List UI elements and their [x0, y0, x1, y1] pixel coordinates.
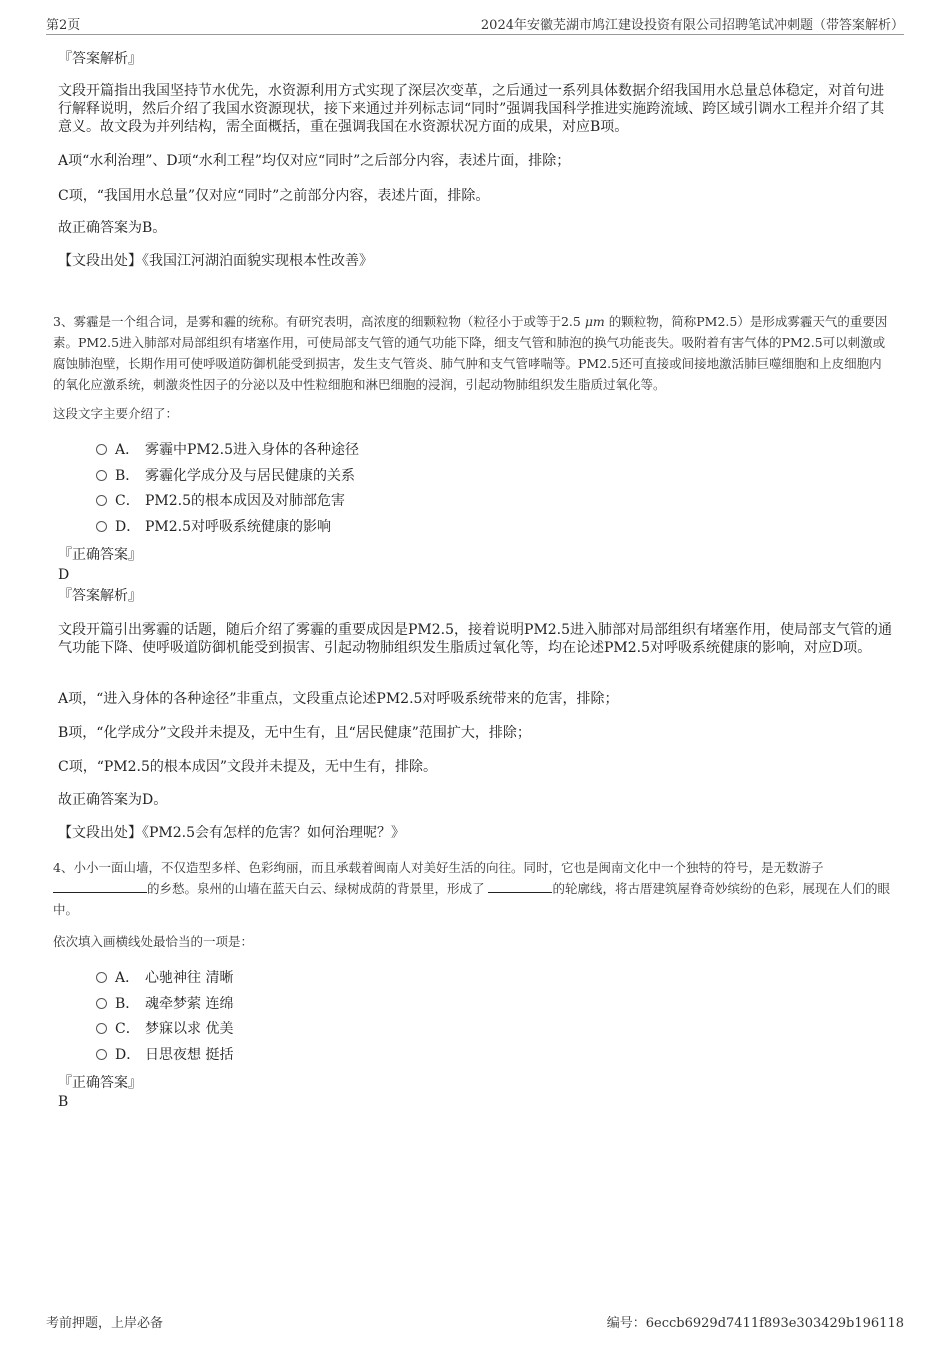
option-letter: D．	[115, 1047, 141, 1063]
q3-analysis-label: 『答案解析』	[58, 588, 142, 604]
option-text: PM2.5的根本成因及对肺部危害	[145, 493, 346, 509]
page-footer	[46, 1312, 904, 1332]
document-id: 编号：6eccb6929d7411f893e303429b196118	[606, 1316, 904, 1331]
footer-slogan: 考前押题，上岸必备	[46, 1316, 164, 1331]
radio-icon[interactable]	[96, 1049, 107, 1060]
q3-prompt: 这段文字主要介绍了：	[53, 406, 179, 421]
option-text: 梦寐以求 优美	[145, 1021, 234, 1037]
q3-option-c[interactable]	[96, 491, 345, 511]
q3-answer: D	[58, 567, 70, 583]
option-text: 雾霾化学成分及与居民健康的关系	[145, 468, 355, 484]
option-text: 日思夜想 挺括	[145, 1047, 234, 1063]
q2-analysis-label: 『答案解析』	[58, 51, 142, 67]
q3-option-a[interactable]	[96, 440, 359, 460]
q4-stem-part3: 的轮廓线，将古厝建筑屋脊奇妙缤纷的色彩，展现在人们的眼中。	[53, 881, 890, 917]
q4-option-c[interactable]	[96, 1019, 233, 1039]
option-letter: A．	[115, 970, 140, 986]
option-letter: B．	[115, 996, 140, 1012]
fill-blank-1	[53, 878, 147, 893]
q4-option-a[interactable]	[96, 968, 233, 988]
q4-option-d[interactable]	[96, 1045, 233, 1065]
micrometer-unit: μm	[584, 314, 605, 329]
option-letter: A．	[115, 442, 140, 458]
q4-stem-part2: 的乡愁。泉州的山墙在蓝天白云、绿树成荫的背景里，形成了	[147, 881, 489, 896]
q2-analysis-paragraph: 文段开篇指出我国坚持节水优先，水资源利用方式实现了深层次变革，之后通过一系列具体数据介绍我国用水总量总体稳定，对首句进行解释说明，然后介绍了我国水资源现状，接下来通过并列标志词“同时”强调我国科学推进实施跨流域、跨区域引调水工程并介绍了其意义。故文段为并列结构，需全面概括，重在强调我国在水资源状况方面的成果，对应B项。	[58, 83, 885, 135]
radio-icon[interactable]	[96, 495, 107, 506]
fill-blank-2	[488, 878, 552, 893]
q3-stem	[53, 311, 891, 395]
q3-option-d[interactable]	[96, 517, 331, 537]
q3-answer-label: 『正确答案』	[58, 547, 142, 563]
q4-stem-part1: 4、小小一面山墙，不仅造型多样、色彩绚丽，而且承载着闽南人对美好生活的向往。同时，它也是闽南文化中一个独特的符号，是无数游子	[53, 860, 824, 875]
q4-answer: B	[58, 1094, 69, 1110]
q4-stem	[53, 857, 891, 920]
page-number: 第2页	[46, 18, 81, 33]
option-letter: C．	[115, 493, 140, 509]
option-text: PM2.5对呼吸系统健康的影响	[145, 519, 332, 535]
radio-icon[interactable]	[96, 998, 107, 1009]
page-header	[46, 14, 904, 35]
q2-analysis-option-c: C项，“我国用水总量”仅对应“同时”之前部分内容，表述片面，排除。	[58, 188, 490, 204]
q3-source: 【文段出处】《PM2.5会有怎样的危害？如何治理呢？》	[58, 825, 406, 841]
q2-analysis-option-ad: A项“水利治理”、D项“水利工程”均仅对应“同时”之后部分内容，表述片面，排除；	[58, 153, 571, 169]
document-title: 2024年安徽芜湖市鸠江建设投资有限公司招聘笔试冲刺题（带答案解析）	[480, 18, 904, 33]
radio-icon[interactable]	[96, 521, 107, 532]
q3-stem-part1: 3、雾霾是一个组合词，是雾和霾的统称。有研究表明，高浓度的细颗粒物（粒径小于或等于2.5	[53, 314, 585, 329]
option-letter: B．	[115, 468, 140, 484]
option-text: 雾霾中PM2.5进入身体的各种途径	[145, 442, 360, 458]
q4-answer-label: 『正确答案』	[58, 1075, 142, 1091]
q3-analysis-option-a: A项，“进入身体的各种途径”非重点，文段重点论述PM2.5对呼吸系统带来的危害，排除；	[58, 691, 619, 707]
q3-analysis-option-c: C项，“PM2.5的根本成因”文段并未提及，无中生有，排除。	[58, 759, 438, 775]
q3-stem-part2: 的颗粒物，简称PM2.5）是形成雾霾天气的重要因素。PM2.5进入肺部对局部组织有堵塞作用，可使局部支气管的通气功能下降，细支气管和肺泡的换气功能丧失。吸附着有害气体的PM2.5可以刺激或腐蚀肺泡壁，长期作用可使呼吸道防御机能受到损害，发生支气管炎、肺气肿和支气管哮喘等。PM2.5还可直接或间接地激活肺巨噬细胞和上皮细胞内的氧化应激系统，刺激炎性因子的分泌以及中性粒细胞和淋巴细胞的浸润，引起动物肺组织发生脂质过氧化等。	[53, 314, 888, 392]
radio-icon[interactable]	[96, 972, 107, 983]
radio-icon[interactable]	[96, 1023, 107, 1034]
option-text: 心驰神往 清晰	[145, 970, 234, 986]
option-letter: C．	[115, 1021, 140, 1037]
q2-source: 【文段出处】《我国江河湖泊面貌实现根本性改善》	[58, 253, 373, 269]
q3-option-b[interactable]	[96, 466, 355, 486]
option-letter: D．	[115, 519, 141, 535]
q2-conclusion: 故正确答案为B。	[58, 220, 167, 236]
q3-conclusion: 故正确答案为D。	[58, 792, 168, 808]
radio-icon[interactable]	[96, 470, 107, 481]
q3-analysis-option-b: B项，“化学成分”文段并未提及，无中生有，且“居民健康”范围扩大，排除；	[58, 725, 531, 741]
q4-option-b[interactable]	[96, 994, 233, 1014]
radio-icon[interactable]	[96, 444, 107, 455]
q4-prompt: 依次填入画横线处最恰当的一项是：	[53, 934, 254, 949]
option-text: 魂牵梦萦 连绵	[145, 996, 234, 1012]
q3-analysis-paragraph: 文段开篇引出雾霾的话题，随后介绍了雾霾的重要成因是PM2.5，接着说明PM2.5进入肺部对局部组织有堵塞作用，使局部支气管的通气功能下降、使呼吸道防御机能受到损害、引起动物肺组织发生脂质过氧化等，均在论述PM2.5对呼吸系统健康的影响，对应D项。	[58, 622, 893, 656]
